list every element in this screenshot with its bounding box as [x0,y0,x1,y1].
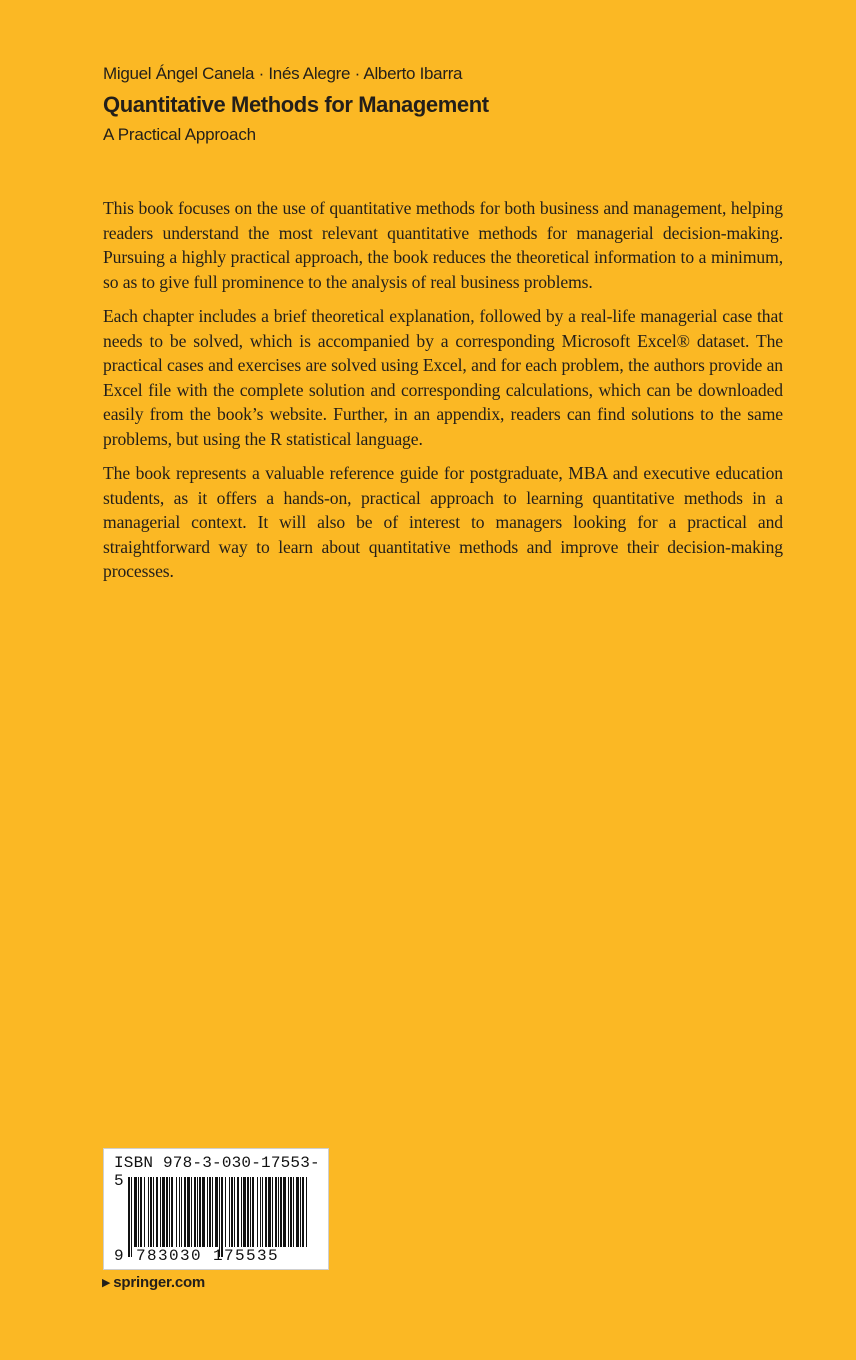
isbn-barcode [103,1148,329,1270]
barcode-bar [260,1177,261,1247]
barcode-bars-icon [128,1177,318,1257]
barcode-bar [134,1177,137,1247]
barcode-bar [176,1177,177,1247]
isbn-label: ISBN 978-3-030-17553-5 [114,1154,320,1190]
barcode-bar [162,1177,165,1247]
barcode-bar [283,1177,286,1247]
barcode-bar [140,1177,142,1247]
barcode-bar [234,1177,235,1247]
barcode-bar [278,1177,279,1247]
barcode-bar [290,1177,292,1247]
barcode-bar [237,1177,239,1247]
arrow-right-icon: ▶ [102,1277,111,1289]
publisher-website: springer.com [113,1274,206,1291]
barcode-bar [194,1177,196,1247]
barcode-bar [199,1177,201,1247]
barcode-bar [171,1177,173,1247]
barcode-bar [229,1177,230,1247]
barcode-bar [144,1177,145,1247]
barcode-bar [306,1177,307,1247]
barcode-digits: 9 783030 175535 [114,1247,280,1265]
barcode-bar [272,1177,273,1247]
barcode-bar [250,1177,251,1247]
barcode-bar [302,1177,304,1247]
barcode-bar [280,1177,282,1247]
barcode-bar [252,1177,254,1247]
barcode-bar [257,1177,258,1247]
book-subtitle: A Practical Approach [103,125,256,144]
barcode-bar [293,1177,294,1247]
barcode-bar [128,1177,130,1257]
barcode-bar [296,1177,299,1247]
barcode-bar [212,1177,213,1247]
barcode-bar [179,1177,180,1247]
barcode-bar [160,1177,161,1247]
barcode-bar [247,1177,249,1247]
barcode-bar [262,1177,263,1247]
description-paragraph-1: This book focuses on the use of quantitative methods for both business and management, helping readers understand the most relevant quantitative methods for managerial decision-making. Pursuing a highly practical approach, the book reduces the theoretical information to a minimum, so as to give full prominence to the analysis of real business problems. [103,198,783,292]
description-paragraph-3: The book represents a valuable reference guide for postgraduate, MBA and executive education students, as it offers a hands-on, practical approach to learning quantitative methods in a managerial context. It will also be of interest to managers looking for a practical and straightforward way to learn about quantitative methods and improve their decision-making processes. [103,463,783,581]
authors: Miguel Ángel Canela · Inés Alegre · Alberto Ibarra [103,64,463,83]
barcode-bar [156,1177,158,1247]
barcode-bar [150,1177,152,1247]
book-description [103,196,783,594]
barcode-bar [166,1177,168,1247]
barcode-bar [300,1177,301,1247]
barcode-bar [202,1177,205,1247]
barcode-bar [197,1177,198,1247]
barcode-bar [181,1177,182,1247]
publisher-link[interactable] [102,1274,205,1291]
barcode-bar [231,1177,233,1247]
barcode-bar [184,1177,186,1247]
book-title: Quantitative Methods for Management [103,92,489,117]
barcode-bar [131,1177,132,1257]
barcode-bar [209,1177,211,1247]
barcode-bar [268,1177,271,1247]
barcode-bar [265,1177,267,1247]
barcode-bar [138,1177,139,1247]
barcode-bar [169,1177,170,1247]
barcode-bar [241,1177,242,1247]
barcode-bar [288,1177,289,1247]
barcode-bar [219,1177,220,1257]
barcode-bar [215,1177,218,1247]
barcode-bar [207,1177,208,1247]
barcode-bar [225,1177,226,1247]
barcode-bar [243,1177,246,1247]
cover-header [103,60,803,148]
barcode-bar [191,1177,192,1247]
barcode-bar [187,1177,190,1247]
barcode-bar [153,1177,154,1247]
barcode-bar [221,1177,223,1257]
description-paragraph-2: Each chapter includes a brief theoretical explanation, followed by a real-life managerial case that needs to be solved, which is accompanied by a corresponding Microsoft Excel® dataset. The practical cases and exercises are solved using Excel, and for each problem, the authors provide an Excel file with the complete solution and corresponding calculations, which can be downloaded easily from the book’s website. Further, in an appendix, readers can find solutions to the same problems, but using the R statistical language. [103,306,783,449]
barcode-bar [275,1177,277,1247]
barcode-bar [148,1177,149,1247]
